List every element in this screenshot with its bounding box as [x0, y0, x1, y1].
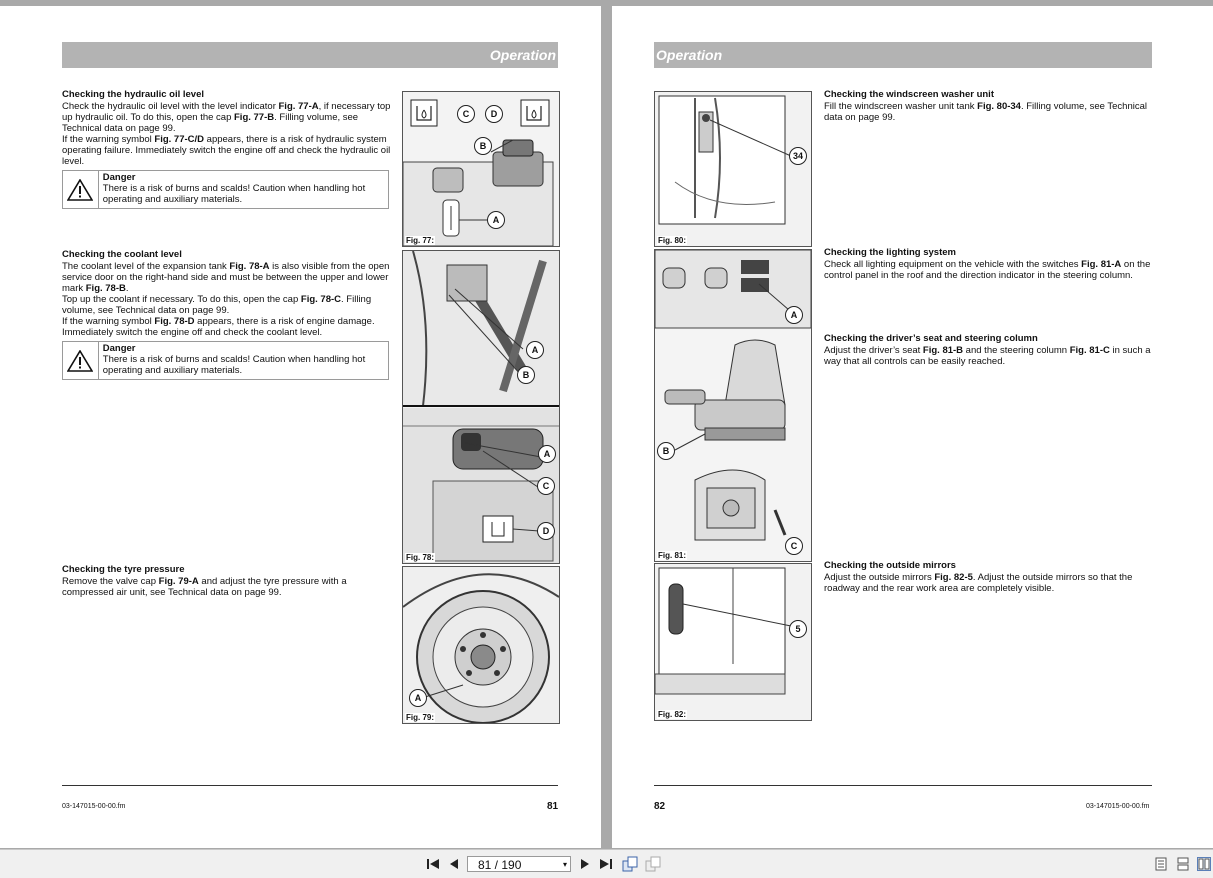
single-page-view-icon[interactable] [1153, 856, 1169, 872]
header-bar-right: Operation [654, 42, 1152, 68]
section-title: Checking the hydraulic oil level [62, 89, 205, 100]
seat-and-switches-illustration [655, 250, 811, 561]
callout-b: B [474, 137, 492, 155]
chevron-down-icon[interactable]: ▾ [562, 860, 567, 869]
two-page-view-icon[interactable] [1196, 856, 1212, 872]
rotate-view-icon[interactable] [622, 856, 638, 872]
figure-label: Fig. 80: [658, 236, 687, 245]
warning-triangle-icon [63, 342, 99, 379]
page-number: 81 [547, 801, 559, 812]
section-title: Checking the windscreen washer unit [824, 89, 994, 100]
section-title: Checking the driver’s seat and steering column [824, 333, 1038, 344]
footer-rule [654, 785, 1152, 786]
figure-77 [402, 91, 560, 247]
callout-a: A [785, 306, 803, 324]
coolant-tank-illustration [403, 251, 559, 563]
section-title: Checking the outside mirrors [824, 560, 956, 571]
page-number-input[interactable] [467, 856, 571, 872]
figure-79 [402, 566, 560, 724]
hydraulic-tank-illustration [403, 92, 559, 246]
danger-text: There is a risk of burns and scalds! Caution when handling hot operating and auxiliary materials. [102, 354, 366, 376]
next-page-icon[interactable] [577, 856, 593, 872]
danger-notice [62, 341, 389, 380]
callout-a: A [538, 445, 556, 463]
danger-text: There is a risk of burns and scalds! Caution when handling hot operating and auxiliary materials. [102, 183, 366, 205]
callout-b: B [517, 366, 535, 384]
thumbnail-icon[interactable] [645, 856, 661, 872]
figure-label: Fig. 81: [658, 551, 687, 560]
header-bar-left: Operation [62, 42, 558, 68]
section-hydraulic-oil [62, 89, 392, 209]
continuous-view-icon[interactable] [1175, 856, 1191, 872]
callout-d: D [537, 522, 555, 540]
callout-a: A [409, 689, 427, 707]
paragraph: Remove the valve cap Fig. 79-A and adjust the tyre pressure with a compressed air unit, see Technical data on page 99. [62, 576, 347, 598]
first-page-icon[interactable] [425, 856, 441, 872]
section-coolant [62, 249, 392, 380]
section-lighting-system [824, 247, 1154, 281]
paragraph: Adjust the outside mirrors Fig. 82-5. Adjust the outside mirrors so that the roadway and the rear work area are completely visible. [824, 572, 1133, 594]
previous-page-icon[interactable] [446, 856, 462, 872]
figure-label: Fig. 78: [406, 553, 435, 562]
section-title: Checking the tyre pressure [62, 564, 185, 575]
paragraph: If the warning symbol Fig. 78-D appears, there is a risk of engine damage. Immediately switch the engine off and check the coolant level. [62, 316, 375, 338]
viewer-toolbar [0, 849, 1213, 878]
danger-title: Danger [102, 343, 136, 354]
paragraph: Fill the windscreen washer unit tank Fig. 80-34. Filling volume, see Technical data on page 99. [824, 101, 1147, 123]
section-title: Checking the lighting system [824, 247, 956, 258]
callout-c: C [457, 105, 475, 123]
page-82 [612, 6, 1213, 848]
paragraph: Check the hydraulic oil level with the level indicator Fig. 77-A, if necessary top up hydraulic oil. To do this, open the cap Fig. 77-B. Filling volume, see Technical data on page 99. [62, 101, 391, 134]
callout-c: C [537, 477, 555, 495]
danger-title: Danger [102, 172, 136, 183]
danger-notice [62, 170, 389, 209]
paragraph: If the warning symbol Fig. 77-C/D appears, there is a risk of hydraulic system operating failure. Immediately switch the engine off and check the hydraulic oil level. [62, 134, 391, 167]
footer-file-code: 03-147015-00-00.fm [1086, 803, 1150, 810]
section-windscreen-washer [824, 89, 1154, 123]
figure-label: Fig. 79: [406, 713, 435, 722]
callout-a: A [526, 341, 544, 359]
figure-82 [654, 563, 812, 721]
paragraph: The coolant level of the expansion tank Fig. 78-A is also visible from the open service door on the right-hand side and must be between the upper and lower mark Fig. 78-B. [62, 261, 390, 294]
paragraph: Check all lighting equipment on the vehicle with the switches Fig. 81-A on the control panel in the roof and the direction indicator in the steering column. [824, 259, 1151, 281]
page-indicator-text: 81 / 190 [478, 858, 522, 872]
section-drivers-seat [824, 333, 1154, 367]
callout-c: C [785, 537, 803, 555]
footer-file-code: 03-147015-00-00.fm [62, 803, 126, 810]
paragraph: Adjust the driver’s seat Fig. 81-B and the steering column Fig. 81-C in such a way that all controls can be easily reached. [824, 345, 1151, 367]
warning-triangle-icon [63, 171, 99, 208]
figure-81 [654, 249, 812, 562]
outside-mirror-illustration [655, 564, 811, 720]
paragraph: Top up the coolant if necessary. To do this, open the cap Fig. 78-C. Filling volume, see Technical data on page 99. [62, 294, 372, 316]
section-outside-mirrors [824, 560, 1154, 594]
section-title: Checking the coolant level [62, 249, 182, 260]
figure-label: Fig. 77: [406, 236, 435, 245]
washer-tank-illustration [655, 92, 811, 246]
figure-78 [402, 250, 560, 564]
callout-34: 34 [789, 147, 807, 165]
page-81 [0, 6, 601, 848]
section-tyre-pressure [62, 564, 392, 598]
figure-label: Fig. 82: [658, 710, 687, 719]
footer-rule [62, 785, 558, 786]
page-number: 82 [654, 801, 666, 812]
last-page-icon[interactable] [598, 856, 614, 872]
callout-5: 5 [789, 620, 807, 638]
callout-d: D [485, 105, 503, 123]
figure-80 [654, 91, 812, 247]
callout-a: A [487, 211, 505, 229]
callout-b: B [657, 442, 675, 460]
